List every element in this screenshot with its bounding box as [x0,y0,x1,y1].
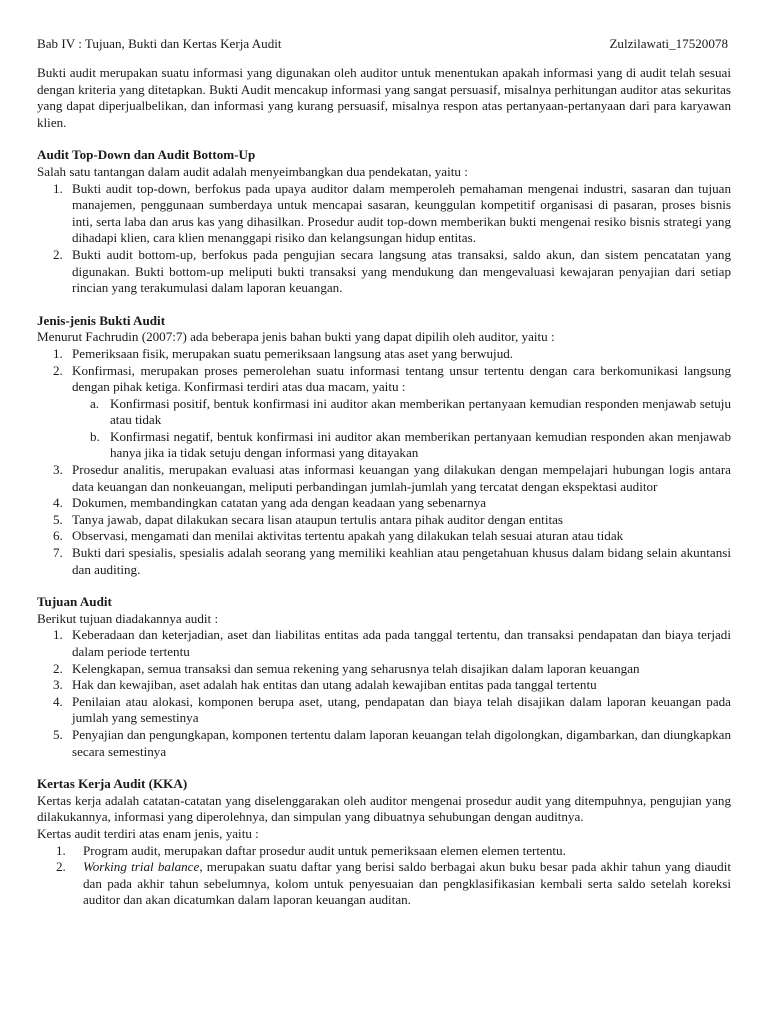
sub-list-item: b. Konfirmasi negatif, bentuk konfirmasi ini auditor akan memberikan pertanyaan kemudian responden akan menjawab hanya jika ia tidak setuju dengan informasi yang ditayakan [90,428,731,461]
list-item: 4. Penilaian atau alokasi, komponen berupa aset, utang, pendapatan dan biaya telah disajikan dalam laporan keuangan pada jumlah yang semestinya [53,693,731,726]
list-item: 1. Bukti audit top-down, berfokus pada upaya auditor dalam memperoleh pemahaman mengenai industri, sasaran dan tujuan manajemen, penggunaan sumberdaya untuk mencapai sasaran, keunggulan kompetitif organisasi di pasaran, proses bisnis inti, serta laba dan arus kas yang dihasilkan. Prosedur audit top-down memberikan bukti mengenai resiko bisnis strategi yang dihadapi klien, cara klien menanggapi risiko dan kelangsungan hidup entitas. [53,180,731,246]
page-header [37,36,731,53]
kka-lead: Kertas audit terdiri atas enam jenis, yaitu : [37,825,259,841]
topdown-list [37,181,731,297]
section-kka [37,776,731,909]
tujuan-list [37,627,731,760]
kka-definition: Kertas kerja adalah catatan-catatan yang diselenggarakan oleh auditor mengenai prosedur audit yang ditempuhnya, pengujian yang dilakukannya, informasi yang diperolehnya, dan simpulan yang dibuatnya sehubungan dengan auditnya. [37,792,731,825]
list-item: 2. Konfirmasi, merupakan proses pemerolehan suatu informasi tentang unsur tertentu dengan cara berkomunikasi langsung dengan pihak ketiga. Konfirmasi terdiri atas dua macam, yaitu : a. Konfirmasi positif, bentuk konfirmasi ini auditor akan memberikan pertanyaan kemudian responden menjawab setuju atau tidak b. Konfirmasi negatif, bentuk konfirmasi ini auditor akan memberikan pertanyaan kemudian responden akan menjawab hanya jika ia tidak setuju dengan informasi yang ditayakan [53,362,731,461]
list-item: 3. Prosedur analitis, merupakan evaluasi atas informasi keuangan yang dilakukan dengan mempelajari hubungan logis antara data keuangan dan nonkeuangan, meliputi perbandingan jumlah-jumlah yang tercatat dengan ekspektasi auditor [53,462,731,494]
document-page [37,36,731,909]
list-item: 1. Program audit, merupakan daftar prosedur audit untuk pemeriksaan elemen elemen tertentu. [56,842,566,858]
list-item: 7. Bukti dari spesialis, spesialis adalah seorang yang memiliki keahlian atau pengetahuan khusus dalam bidang selain akuntansi dan auditing. [53,545,731,577]
konfirmasi-sublist [72,396,731,462]
list-item: 3. Hak dan kewajiban, aset adalah hak entitas dan utang adalah kewajiban entitas pada tanggal tertentu [53,677,597,693]
list-item: 1. Keberadaan dan keterjadian, aset dan liabilitas entitas ada pada tanggal tertentu, dan transaksi pendapatan dan biaya terjadi dalam periode tertentu [53,627,731,659]
list-item: 4. Dokumen, membandingkan catatan yang ada dengan keadaan yang sebenarnya [53,495,487,511]
list-item: 2. Kelengkapan, semua transaksi dan semua rekening yang seharusnya telah disajikan dalam laporan keuangan [53,660,640,676]
kka-list [37,843,731,909]
section-topdown [37,147,731,296]
list-item: 5. Penyajian dan pengungkapan, komponen tertentu dalam laporan keuangan telah digolongkan, digambarkan, dan diungkapkan secara semestinya [53,726,731,759]
section-jenis [37,313,731,579]
sub-list-item: a. Konfirmasi positif, bentuk konfirmasi ini auditor akan memberikan pertanyaan kemudian responden menjawab setuju atau tidak [90,395,731,428]
topdown-lead: Salah satu tantangan dalam audit adalah menyeimbangkan dua pendekatan, yaitu : [37,163,468,179]
section-tujuan [37,594,731,760]
list-item: 2. Working trial balance, merupakan suatu daftar yang berisi saldo berbagai akun buku besar pada akhir tahun yang diaudit dan pada akhir tahun sebelumnya, kolom untuk penyesuaian dan pengklasifikasian kembali serta saldo setelah koreksi auditor dan akan dicatumkan dalam laporan keuangan auditan. [56,859,731,908]
list-item: 2. Bukti audit bottom-up, berfokus pada pengujian secara langsung atas transaksi, saldo akun, dan sistem pencatatan yang digunakan. Bukti bottom-up meliputi bukti transaksi yang mendukung dan mengevaluasi kewajaran penyajian dari setiap rincian yang terakumulasi dalam laporan keuangan. [53,246,731,296]
chapter-title: Bab IV : Tujuan, Bukti dan Kertas Kerja Audit [37,36,282,51]
section-title-topdown: Audit Top-Down dan Audit Bottom-Up [37,147,256,163]
author-id: Zulzilawati_17520078 [609,36,728,51]
list-item: 5. Tanya jawab, dapat dilakukan secara lisan ataupun tertulis antara pihak auditor dengan entitas [53,511,564,527]
jenis-lead: Menurut Fachrudin (2007:7) ada beberapa jenis bahan bukti yang dapat dipilih oleh auditor, yaitu : [37,329,555,345]
list-item: 1. Pemeriksaan fisik, merupakan suatu pemeriksaan langsung atas aset yang berwujud. [53,345,514,361]
intro-paragraph: Bukti audit merupakan suatu informasi yang digunakan oleh auditor untuk menentukan apakah informasi yang di audit telah sesuai dengan kriteria yang ditetapkan. Bukti Audit mencakup informasi yang sangat persuasif, misalnya perhitungan auditor atas sekuritas yang dapat diperjualbelikan, dan informasi yang kurang persuasif, misalnya respon atas pertanyaan-pertanyaan dari para karyawan klien. [37,65,731,130]
section-title-kka: Kertas Kerja Audit (KKA) [37,776,188,792]
tujuan-lead: Berikut tujuan diadakannya audit : [37,610,219,626]
working-trial-balance-term: Working trial balance [83,859,200,875]
section-title-jenis: Jenis-jenis Bukti Audit [37,312,166,328]
list-item: 6. Observasi, mengamati dan menilai aktivitas tertentu apakah yang dilakukan telah sesuai aturan atau tidak [53,528,624,544]
section-title-tujuan: Tujuan Audit [37,594,112,610]
jenis-list [37,346,731,578]
